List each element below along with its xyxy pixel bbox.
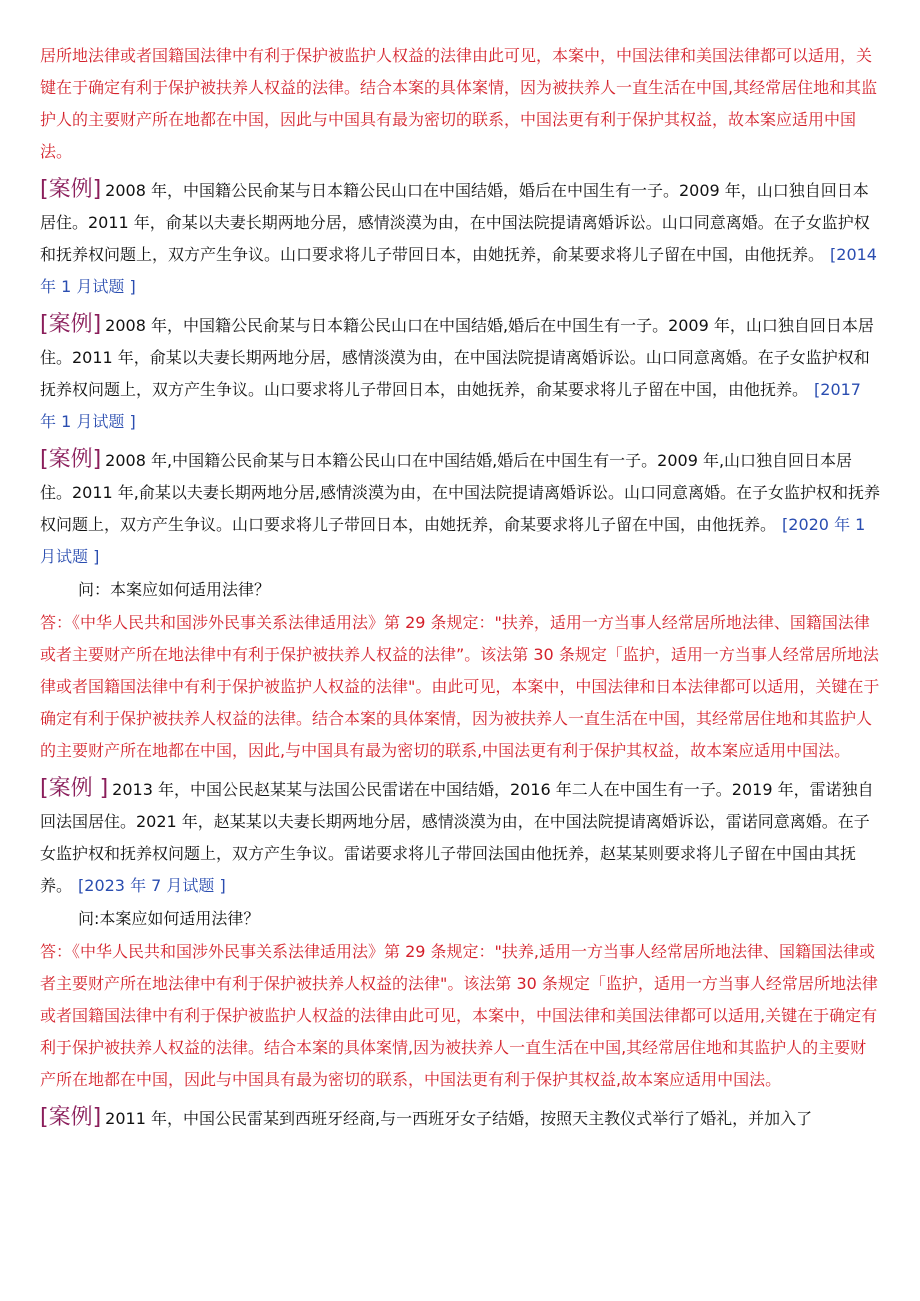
- case-label: [案例]: [40, 447, 102, 472]
- case-source: [2023 年 7 月试题 ]: [78, 876, 226, 895]
- question-line: 问:本案应如何适用法律？: [78, 909, 260, 928]
- case-label: [案例]: [40, 177, 102, 202]
- document-page: [40, 40, 882, 1135]
- case-text: 2011 年，中国公民雷某到西班牙经商,与一西班牙女子结婚，按照天主教仪式举行了婚礼，并加入了: [105, 1109, 813, 1128]
- answer-paragraph: 居所地法律或者国籍国法律中有利于保护被监护人权益的法律由此可见，本案中，中国法律和美国法律都可以适用，关键在于确定有利于保护被扶养人权益的法律。结合本案的具体案情，因为被扶养人一直生活在中国,其经常居住地和其监护人的主要财产所在地都在中国，因此与中国具有最为密切的联系，中国法更有利于保护其权益，故本案应适用中国法。: [40, 46, 878, 161]
- question-line: 问：本案应如何适用法律？: [78, 580, 271, 599]
- case-label: [案例 ]: [40, 776, 109, 801]
- case-paragraph: [40, 773, 882, 902]
- case-source: [2017 年 1 月试题 ]: [40, 380, 861, 431]
- answer-paragraph: 答：《中华人民共和国涉外民事关系法律适用法》第 29 条规定："扶养，适用一方当事人经常居所地法律、国籍国法律或者主要财产所在地法律中有利于保护被扶养人权益的法律”。该法第 30 条规定「监护，适用一方当事人经常居所地法律或者国籍国法律中有利于保护被监护人权益的法律"。由此可见，本案中，中国法律和日本法律都可以适用，关键在于确定有利于保护被扶养人权益的法律。结合本案的具体案情，因为被扶养人一直生活在中国，其经常居住地和其监护人的主要财产所在地都在中国，因此,与中国具有最为密切的联系,中国法更有利于保护其权益，故本案应适用中国法。: [40, 613, 880, 760]
- case-paragraph: [40, 1102, 882, 1135]
- case-label: [案例]: [40, 312, 102, 337]
- case-paragraph: [40, 174, 882, 303]
- case-source: [2014 年 1 月试题 ]: [40, 245, 877, 296]
- case-text: 2008 年，中国籍公民俞某与日本籍公民山口在中国结婚,婚后在中国生有一子。2009 年，山口独自回日本居住。2011 年，俞某以夫妻长期两地分居，感情淡漠为由，在中国法院提请离婚诉讼。山口同意离婚。在子女监护权和抚养权问题上，双方产生争议。山口要求将儿子带回日本，由她抚养，俞某要求将儿子留在中国，由他抚养。: [40, 316, 874, 399]
- case-paragraph: [40, 444, 882, 573]
- case-paragraph: [40, 309, 882, 438]
- case-text: 2008 年,中国籍公民俞某与日本籍公民山口在中国结婚,婚后在中国生有一子。2009 年,山口独自回日本居住。2011 年,俞某以夫妻长期两地分居,感情淡漠为由，在中国法院提请离婚诉讼。山口同意离婚。在子女监护权和抚养权问题上，双方产生争议。山口要求将儿子带回日本，由她抚养，俞某要求将儿子留在中国，由他抚养。: [40, 451, 880, 534]
- case-text: 2013 年，中国公民赵某某与法国公民雷诺在中国结婚，2016 年二人在中国生有一子。2019 年，雷诺独自回法国居住。2021 年，赵某某以夫妻长期两地分居，感情淡漠为由，在中国法院提请离婚诉讼，雷诺同意离婚。在子女监护权和抚养权问题上，双方产生争议。雷诺要求将儿子带回法国由他抚养，赵某某则要求将儿子留在中国由其抚养。: [40, 780, 874, 895]
- case-label: [案例]: [40, 1105, 102, 1130]
- case-source: [2020 年 1 月试题 ]: [40, 515, 866, 566]
- answer-paragraph: 答：《中华人民共和国涉外民事关系法律适用法》第 29 条规定："扶养,适用一方当事人经常居所地法律、国籍国法律或者主要财产所在地法律中有利于保护被扶养人权益的法律"。该法第 30 条规定「监护，适用一方当事人经常居所地法律或者国籍国法律中有利于保护被监护人权益的法律由此可见，本案中，中国法律和美国法律都可以适用,关键在于确定有利于保护被扶养人权益的法律。结合本案的具体案情,因为被扶养人一直生活在中国,其经常居住地和其监护人的主要财产所在地都在中国，因此与中国具有最为密切的联系，中国法更有利于保护其权益,故本案应适用中国法。: [40, 942, 878, 1089]
- case-text: 2008 年，中国籍公民俞某与日本籍公民山口在中国结婚，婚后在中国生有一子。2009 年，山口独自回日本居住。2011 年，俞某以夫妻长期两地分居，感情淡漠为由，在中国法院提请离婚诉讼。山口同意离婚。在子女监护权和抚养权问题上，双方产生争议。山口要求将儿子带回日本，由她抚养，俞某要求将儿子留在中国，由他抚养。: [40, 181, 870, 264]
